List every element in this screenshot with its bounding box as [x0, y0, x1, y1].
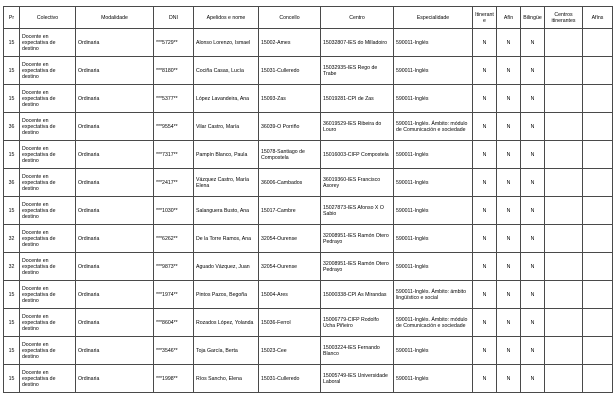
- cell-colectivo: Docente en expectativa de destino: [20, 197, 76, 225]
- cell-concello: 15031-Culleredo: [259, 365, 321, 393]
- cell-colectivo: Docente en expectativa de destino: [20, 113, 76, 141]
- table-header: [4, 7, 613, 29]
- cell-afin: N: [497, 197, 521, 225]
- cell-especialidade: 590011-Inglés. Ámbito: ámbito lingüístico e social: [394, 281, 473, 309]
- cell-modalidade: Ordinaria: [76, 309, 154, 337]
- column-header-dni: DNI: [154, 7, 194, 29]
- cell-concello: 15004-Ares: [259, 281, 321, 309]
- cell-afin: N: [497, 309, 521, 337]
- column-header-itinerante: Itinerante: [473, 7, 497, 29]
- cell-centro: 15032935-IES Rego de Trabe: [321, 57, 394, 85]
- cell-afins: [583, 169, 613, 197]
- cell-bilingue: N: [521, 197, 545, 225]
- cell-afins: [583, 309, 613, 337]
- cell-dni: ***5729**: [154, 29, 194, 57]
- assignment-sheet: [3, 6, 613, 393]
- table-row: [4, 141, 613, 169]
- cell-afins: [583, 141, 613, 169]
- cell-modalidade: Ordinaria: [76, 85, 154, 113]
- cell-especialidade: 590011-Inglés: [394, 85, 473, 113]
- column-header-centro: Centro: [321, 7, 394, 29]
- cell-centro: 15006779-CIFP Rodolfo Ucha Piñeiro: [321, 309, 394, 337]
- cell-concello: 15017-Cambre: [259, 197, 321, 225]
- cell-dni: ***9873**: [154, 253, 194, 281]
- cell-pr: 15: [4, 281, 20, 309]
- column-header-afin: Afín: [497, 7, 521, 29]
- cell-itinerante: N: [473, 337, 497, 365]
- column-header-centros-itinerantes: Centros itinerantes: [545, 7, 583, 29]
- table-body: [4, 29, 613, 393]
- cell-pr: 15: [4, 365, 20, 393]
- cell-afin: N: [497, 113, 521, 141]
- column-header-colectivo: Colectivo: [20, 7, 76, 29]
- cell-itinerante: N: [473, 281, 497, 309]
- cell-especialidade: 590011-Inglés: [394, 169, 473, 197]
- cell-concello: 15023-Cee: [259, 337, 321, 365]
- cell-centros-itinerantes: [545, 57, 583, 85]
- cell-centros-itinerantes: [545, 197, 583, 225]
- cell-afin: N: [497, 29, 521, 57]
- cell-dni: ***8604**: [154, 309, 194, 337]
- cell-dni: ***5377**: [154, 85, 194, 113]
- cell-centro: 15027873-IES Afonso X O Sabio: [321, 197, 394, 225]
- table-row: [4, 281, 613, 309]
- table-row: [4, 29, 613, 57]
- cell-pr: 15: [4, 197, 20, 225]
- cell-bilingue: N: [521, 141, 545, 169]
- cell-concello: 36039-O Porriño: [259, 113, 321, 141]
- cell-itinerante: N: [473, 225, 497, 253]
- column-header-afins: Afíns: [583, 7, 613, 29]
- cell-dni: ***1030**: [154, 197, 194, 225]
- cell-apelidos-e-nome: Pampín Blanco, Paula: [194, 141, 259, 169]
- cell-apelidos-e-nome: Aguado Vázquez, Juan: [194, 253, 259, 281]
- cell-afins: [583, 57, 613, 85]
- cell-colectivo: Docente en expectativa de destino: [20, 309, 76, 337]
- cell-modalidade: Ordinaria: [76, 113, 154, 141]
- cell-concello: 15002-Ames: [259, 29, 321, 57]
- cell-afins: [583, 225, 613, 253]
- cell-especialidade: 590011-Inglés: [394, 253, 473, 281]
- cell-colectivo: Docente en expectativa de destino: [20, 169, 76, 197]
- cell-centros-itinerantes: [545, 253, 583, 281]
- cell-pr: 15: [4, 85, 20, 113]
- cell-itinerante: N: [473, 57, 497, 85]
- cell-centros-itinerantes: [545, 85, 583, 113]
- cell-dni: ***8180**: [154, 57, 194, 85]
- table-row: [4, 337, 613, 365]
- cell-bilingue: N: [521, 169, 545, 197]
- cell-apelidos-e-nome: Salanguera Busto, Ana: [194, 197, 259, 225]
- cell-afin: N: [497, 281, 521, 309]
- cell-itinerante: N: [473, 365, 497, 393]
- column-header-concello: Concello: [259, 7, 321, 29]
- cell-colectivo: Docente en expectativa de destino: [20, 225, 76, 253]
- cell-dni: ***1974**: [154, 281, 194, 309]
- cell-afin: N: [497, 365, 521, 393]
- cell-centros-itinerantes: [545, 365, 583, 393]
- cell-concello: 15036-Ferrol: [259, 309, 321, 337]
- cell-centros-itinerantes: [545, 29, 583, 57]
- cell-afins: [583, 281, 613, 309]
- cell-bilingue: N: [521, 337, 545, 365]
- cell-concello: 32054-Ourense: [259, 225, 321, 253]
- cell-pr: 32: [4, 225, 20, 253]
- cell-afin: N: [497, 141, 521, 169]
- cell-afin: N: [497, 337, 521, 365]
- cell-bilingue: N: [521, 253, 545, 281]
- cell-especialidade: 590011-Inglés: [394, 365, 473, 393]
- table-row: [4, 85, 613, 113]
- cell-modalidade: Ordinaria: [76, 197, 154, 225]
- table-row: [4, 309, 613, 337]
- cell-afin: N: [497, 225, 521, 253]
- cell-apelidos-e-nome: Rozados López, Yolanda: [194, 309, 259, 337]
- cell-bilingue: N: [521, 57, 545, 85]
- cell-apelidos-e-nome: Pintos Pazos, Begoña: [194, 281, 259, 309]
- cell-modalidade: Ordinaria: [76, 365, 154, 393]
- cell-pr: 36: [4, 169, 20, 197]
- cell-especialidade: 590011-Inglés. Ámbito: módulo de Comunicación e sociedade: [394, 309, 473, 337]
- table-row: [4, 225, 613, 253]
- cell-especialidade: 590011-Inglés: [394, 57, 473, 85]
- cell-centros-itinerantes: [545, 225, 583, 253]
- cell-colectivo: Docente en expectativa de destino: [20, 253, 76, 281]
- cell-apelidos-e-nome: Ríos Sancho, Elena: [194, 365, 259, 393]
- table-row: [4, 253, 613, 281]
- cell-centro: 15000338-CPI As Mirandas: [321, 281, 394, 309]
- cell-apelidos-e-nome: Toja García, Berta: [194, 337, 259, 365]
- cell-concello: 15093-Zas: [259, 85, 321, 113]
- cell-bilingue: N: [521, 29, 545, 57]
- cell-bilingue: N: [521, 309, 545, 337]
- cell-apelidos-e-nome: Vilar Castro, María: [194, 113, 259, 141]
- cell-bilingue: N: [521, 225, 545, 253]
- cell-dni: ***9554**: [154, 113, 194, 141]
- cell-afin: N: [497, 57, 521, 85]
- cell-centros-itinerantes: [545, 281, 583, 309]
- cell-pr: 15: [4, 29, 20, 57]
- cell-modalidade: Ordinaria: [76, 337, 154, 365]
- cell-especialidade: 590011-Inglés: [394, 29, 473, 57]
- table-row: [4, 197, 613, 225]
- cell-dni: ***3546**: [154, 337, 194, 365]
- cell-afins: [583, 113, 613, 141]
- cell-centros-itinerantes: [545, 113, 583, 141]
- cell-pr: 15: [4, 337, 20, 365]
- cell-pr: 36: [4, 113, 20, 141]
- cell-afin: N: [497, 253, 521, 281]
- cell-centros-itinerantes: [545, 169, 583, 197]
- cell-pr: 15: [4, 309, 20, 337]
- cell-itinerante: N: [473, 309, 497, 337]
- cell-apelidos-e-nome: Cociña Casas, Lucía: [194, 57, 259, 85]
- cell-afin: N: [497, 85, 521, 113]
- cell-centro: 15005749-IES Universidade Laboral: [321, 365, 394, 393]
- cell-colectivo: Docente en expectativa de destino: [20, 281, 76, 309]
- cell-concello: 15078-Santiago de Compostela: [259, 141, 321, 169]
- cell-modalidade: Ordinaria: [76, 281, 154, 309]
- cell-afins: [583, 365, 613, 393]
- cell-apelidos-e-nome: López Lavandeira, Ana: [194, 85, 259, 113]
- cell-centro: 15016003-CIFP Compostela: [321, 141, 394, 169]
- cell-modalidade: Ordinaria: [76, 57, 154, 85]
- cell-modalidade: Ordinaria: [76, 169, 154, 197]
- cell-dni: ***7317**: [154, 141, 194, 169]
- cell-apelidos-e-nome: Alonso Lorenzo, Ismael: [194, 29, 259, 57]
- column-header-modalidade: Modalidade: [76, 7, 154, 29]
- cell-colectivo: Docente en expectativa de destino: [20, 57, 76, 85]
- cell-modalidade: Ordinaria: [76, 141, 154, 169]
- cell-concello: 15031-Culleredo: [259, 57, 321, 85]
- cell-modalidade: Ordinaria: [76, 225, 154, 253]
- cell-especialidade: 590011-Inglés. Ámbito: módulo de Comunicación e sociedade: [394, 113, 473, 141]
- cell-centro: 15003224-IES Fernando Blanco: [321, 337, 394, 365]
- cell-centro: 32008951-IES Ramón Otero Pedrayo: [321, 225, 394, 253]
- cell-bilingue: N: [521, 85, 545, 113]
- cell-concello: 32054-Ourense: [259, 253, 321, 281]
- cell-especialidade: 590011-Inglés: [394, 337, 473, 365]
- cell-colectivo: Docente en expectativa de destino: [20, 365, 76, 393]
- cell-itinerante: N: [473, 141, 497, 169]
- cell-centro: 32008951-IES Ramón Otero Pedrayo: [321, 253, 394, 281]
- cell-afins: [583, 197, 613, 225]
- assignment-table: [3, 6, 613, 393]
- cell-colectivo: Docente en expectativa de destino: [20, 141, 76, 169]
- cell-itinerante: N: [473, 113, 497, 141]
- cell-itinerante: N: [473, 169, 497, 197]
- cell-pr: 32: [4, 253, 20, 281]
- cell-apelidos-e-nome: De la Torre Ramos, Ana: [194, 225, 259, 253]
- table-row: [4, 365, 613, 393]
- cell-bilingue: N: [521, 365, 545, 393]
- cell-colectivo: Docente en expectativa de destino: [20, 29, 76, 57]
- table-row: [4, 169, 613, 197]
- cell-dni: ***2417**: [154, 169, 194, 197]
- cell-centro: 36019529-IES Ribeira do Louro: [321, 113, 394, 141]
- cell-centros-itinerantes: [545, 337, 583, 365]
- cell-concello: 36006-Cambados: [259, 169, 321, 197]
- column-header-bilingue: Bilingüe: [521, 7, 545, 29]
- cell-centro: 15032807-IES do Milladoiro: [321, 29, 394, 57]
- cell-apelidos-e-nome: Vázquez Castro, María Elena: [194, 169, 259, 197]
- cell-pr: 15: [4, 57, 20, 85]
- cell-colectivo: Docente en expectativa de destino: [20, 85, 76, 113]
- cell-dni: ***1998**: [154, 365, 194, 393]
- cell-pr: 15: [4, 141, 20, 169]
- cell-especialidade: 590011-Inglés: [394, 225, 473, 253]
- column-header-especialidade: Especialidade: [394, 7, 473, 29]
- cell-itinerante: N: [473, 85, 497, 113]
- cell-modalidade: Ordinaria: [76, 29, 154, 57]
- table-row: [4, 113, 613, 141]
- cell-afins: [583, 337, 613, 365]
- header-row: [4, 7, 613, 29]
- cell-especialidade: 590011-Inglés: [394, 197, 473, 225]
- cell-bilingue: N: [521, 281, 545, 309]
- column-header-pr: Pr: [4, 7, 20, 29]
- cell-bilingue: N: [521, 113, 545, 141]
- cell-centro: 36019360-IES Francisco Asorey: [321, 169, 394, 197]
- cell-afins: [583, 85, 613, 113]
- cell-afins: [583, 29, 613, 57]
- cell-itinerante: N: [473, 29, 497, 57]
- cell-especialidade: 590011-Inglés: [394, 141, 473, 169]
- cell-itinerante: N: [473, 197, 497, 225]
- cell-centro: 15019281-CPI de Zas: [321, 85, 394, 113]
- cell-centros-itinerantes: [545, 309, 583, 337]
- cell-itinerante: N: [473, 253, 497, 281]
- cell-afins: [583, 253, 613, 281]
- column-header-apelidos-e-nome: Apelidos e nome: [194, 7, 259, 29]
- cell-colectivo: Docente en expectativa de destino: [20, 337, 76, 365]
- cell-centros-itinerantes: [545, 141, 583, 169]
- cell-afin: N: [497, 169, 521, 197]
- table-row: [4, 57, 613, 85]
- cell-dni: ***6262**: [154, 225, 194, 253]
- cell-modalidade: Ordinaria: [76, 253, 154, 281]
